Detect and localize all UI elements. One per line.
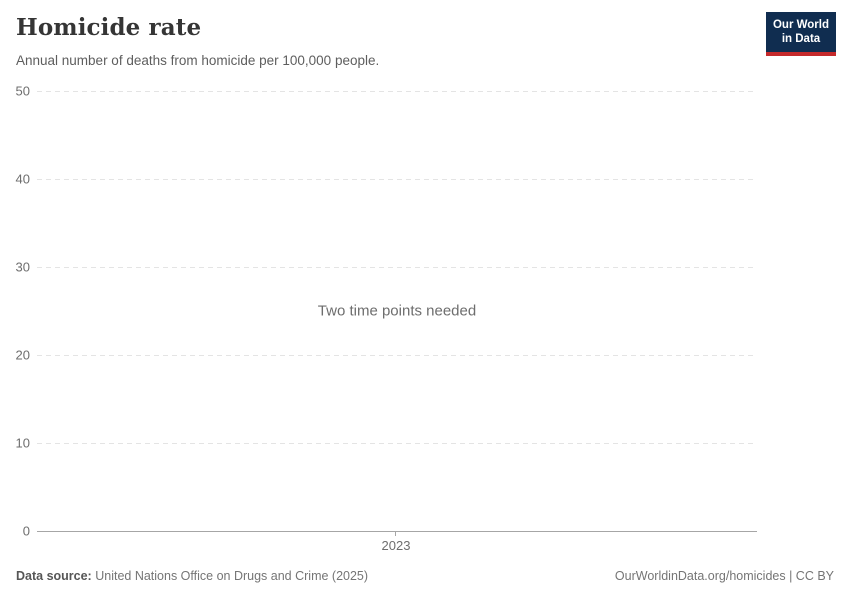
gridline (37, 443, 757, 444)
y-tick-label: 20 (15, 347, 30, 363)
page-title: Homicide rate (16, 14, 202, 41)
y-tick-label: 10 (15, 435, 30, 451)
x-axis-line (37, 531, 757, 532)
data-source-line[interactable] (16, 569, 368, 583)
data-source-text: United Nations Office on Drugs and Crime (2025) (95, 569, 369, 583)
gridline (37, 179, 757, 180)
y-tick-label: 40 (15, 171, 30, 187)
x-tick-label: 2023 (381, 538, 411, 553)
owid-logo-line2: in Data (781, 33, 821, 46)
data-source-label: Data source: (16, 569, 92, 583)
x-axis-tick (395, 531, 396, 536)
chart-footer (16, 569, 834, 583)
gridline (37, 355, 757, 356)
gridline (37, 267, 757, 268)
chart-subtitle: Annual number of deaths from homicide per 100,000 people. (16, 53, 380, 68)
empty-chart-message: Two time points needed (317, 302, 477, 320)
y-tick-label: 30 (15, 259, 30, 275)
owid-logo[interactable] (766, 12, 836, 56)
owid-logo-line1: Our World (772, 19, 829, 31)
gridline (37, 91, 757, 92)
owid-license-link[interactable]: OurWorldinData.org/homicides | CC BY (614, 569, 834, 583)
y-tick-label: 50 (15, 83, 30, 99)
y-tick-label: 0 (22, 523, 30, 539)
